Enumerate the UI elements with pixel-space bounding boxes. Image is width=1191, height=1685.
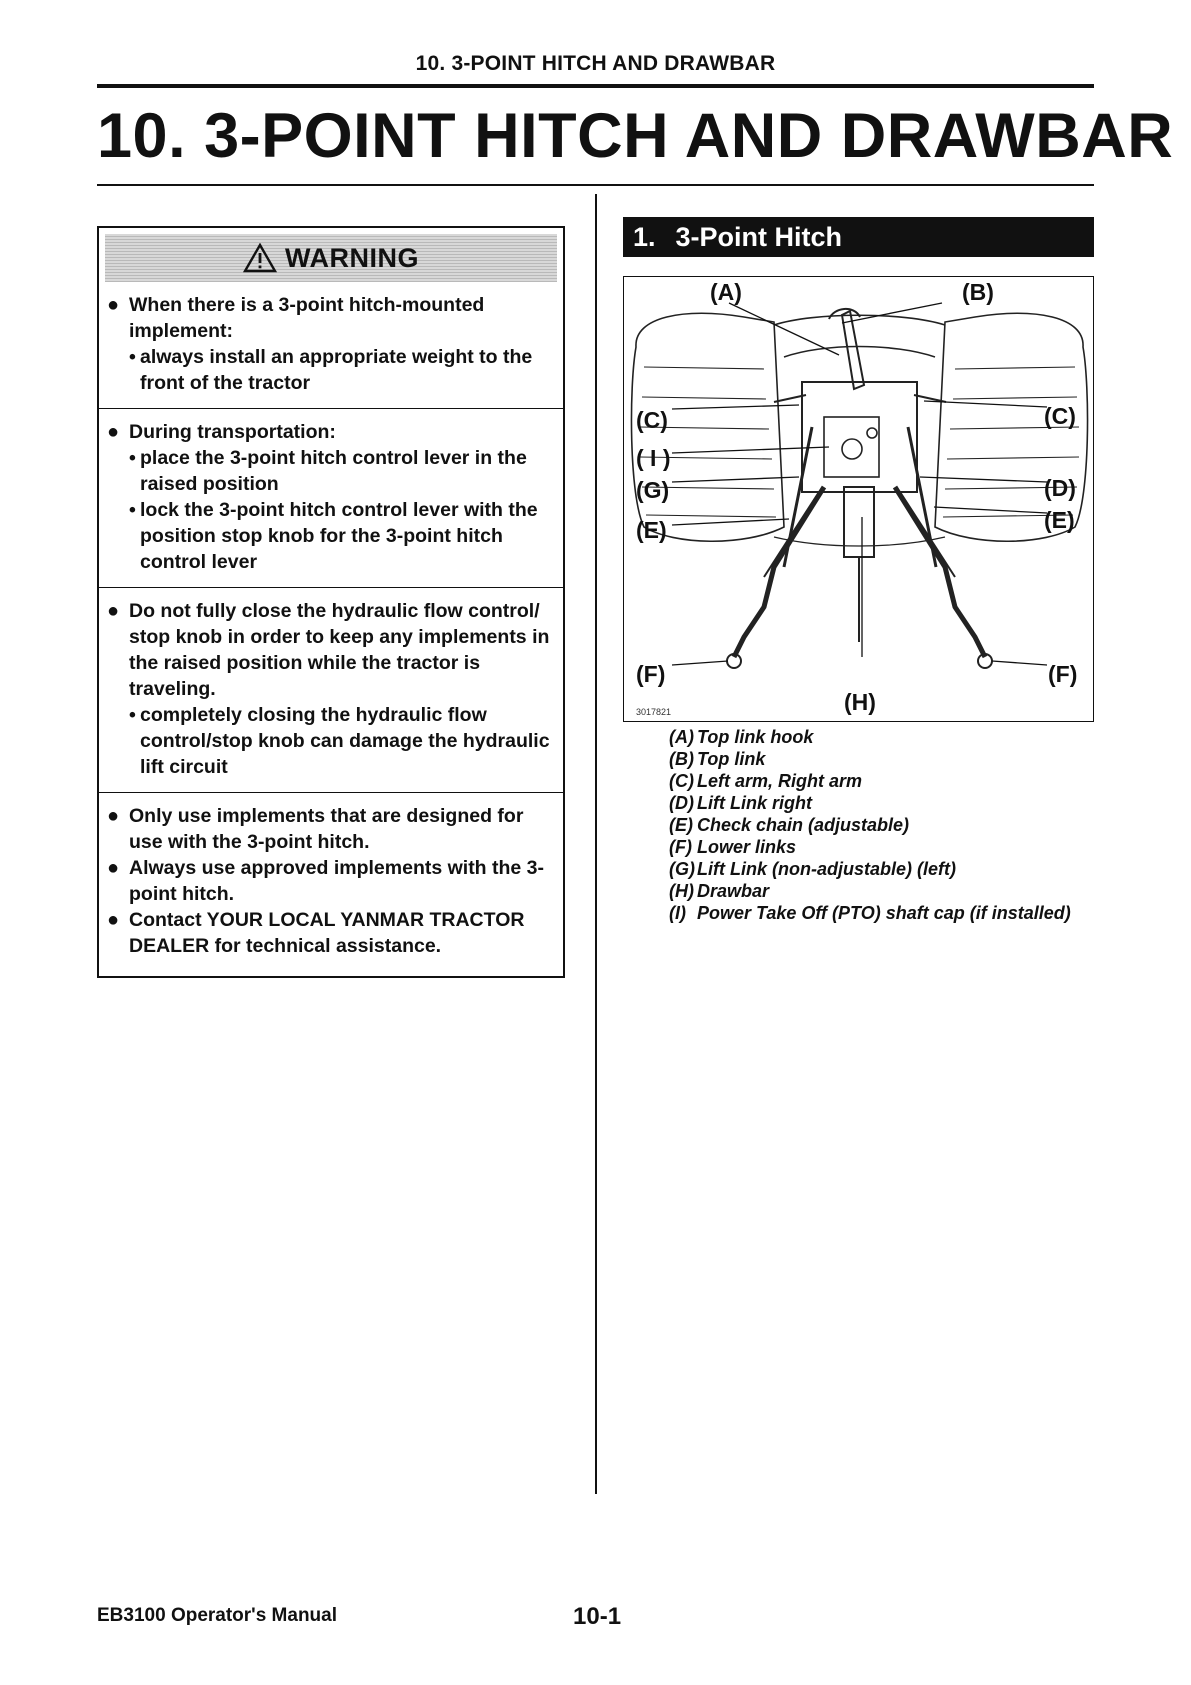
warning-sub-bullet [107, 445, 555, 497]
legend-item [669, 726, 1089, 748]
figure-label-c-right: (C) [1044, 403, 1076, 429]
footer-page-number: 10-1 [573, 1603, 622, 1630]
legend-item [669, 748, 1089, 770]
warning-sub-bullet [107, 702, 555, 780]
figure-label-d: (D) [1044, 475, 1076, 501]
chapter-title: 10. 3-POINT HITCH AND DRAWBAR [97, 101, 1174, 171]
warning-bullet [107, 419, 555, 445]
sub-bullet-dot-icon: • [129, 447, 136, 469]
warning-bullet [107, 855, 555, 907]
figure-label-f-right: (F) [1048, 661, 1078, 687]
legend-text: Lift Link (non-adjustable) (left) [697, 859, 956, 879]
sub-bullet-dot-icon: • [129, 346, 136, 368]
legend-text: Check chain (adjustable) [697, 815, 910, 835]
legend-item [669, 814, 1089, 836]
legend-item [669, 836, 1089, 858]
warning-bullet-text: When there is a 3-point hitch-mounted implement: [129, 294, 485, 342]
figure-label-c-left: (C) [636, 407, 668, 433]
column-divider [595, 194, 597, 1494]
legend-item [669, 902, 1089, 924]
figure-legend [669, 726, 1089, 924]
figure-label-i: ( I ) [636, 445, 671, 471]
legend-text: Lower links [697, 837, 797, 857]
legend-text: Top link [697, 749, 766, 769]
legend-text: Power Take Off (PTO) shaft cap (if installed) [697, 903, 1071, 923]
figure-label-f-left: (F) [636, 661, 666, 687]
warning-sub-bullet-text: lock the 3-point hitch control lever with the position stop knob for the 3-point hitch control lever [140, 499, 538, 573]
warning-sub-bullet-text: completely closing the hydraulic flow control/stop knob can damage the hydraulic lift circuit [140, 704, 550, 778]
warning-sections [99, 282, 563, 971]
legend-key: (F) [669, 837, 692, 857]
warning-bullet [107, 292, 555, 344]
figure-label-b: (B) [962, 279, 994, 305]
figure-label-a: (A) [710, 279, 742, 305]
legend-key: (E) [669, 815, 693, 835]
bullet-dot-icon: ● [107, 294, 120, 316]
figure-label-g: (G) [636, 477, 670, 503]
sub-bullet-dot-icon: • [129, 499, 136, 521]
tractor-hitch-illustration [624, 277, 1094, 722]
legend-key: (C) [669, 771, 694, 791]
warning-sub-bullet [107, 497, 555, 575]
figure-label-h: (H) [844, 689, 876, 715]
warning-sub-bullet [107, 344, 555, 396]
legend-key: (G) [669, 859, 695, 879]
warning-bullet-text: During transportation: [129, 421, 336, 443]
legend-item [669, 792, 1089, 814]
legend-key: (D) [669, 793, 694, 813]
figure-id: 3017821 [636, 707, 672, 717]
figure-label-e-left: (E) [636, 517, 667, 543]
bullet-dot-icon: ● [107, 600, 120, 622]
warning-bullet [107, 803, 555, 855]
warning-section [99, 588, 563, 793]
legend-key: (A) [669, 727, 694, 747]
footer-manual-title: EB3100 Operator's Manual [97, 1605, 337, 1626]
running-header: 10. 3-POINT HITCH AND DRAWBAR [415, 52, 776, 75]
warning-bullet [107, 907, 555, 959]
legend-text: Left arm, Right arm [697, 771, 863, 791]
warning-triangle-icon [243, 243, 277, 273]
bullet-dot-icon: ● [107, 421, 120, 443]
warning-sub-bullet-text: place the 3-point hitch control lever in the raised position [140, 447, 527, 495]
legend-item [669, 770, 1089, 792]
legend-key: (H) [669, 881, 694, 901]
header-rule [97, 84, 1094, 88]
warning-header [105, 234, 557, 282]
warning-bullet [107, 598, 555, 702]
sub-bullet-dot-icon: • [129, 704, 136, 726]
warning-section [99, 409, 563, 588]
warning-bullet-text: Always use approved implements with the 3-point hitch. [129, 857, 545, 905]
warning-box [97, 226, 565, 978]
legend-key: (B) [669, 749, 694, 769]
legend-item [669, 858, 1089, 880]
legend-key: (I) [669, 903, 686, 923]
warning-bullet-text: Contact YOUR LOCAL YANMAR TRACTOR DEALER for technical assistance. [129, 909, 525, 957]
warning-section [99, 282, 563, 409]
warning-label: WARNING [285, 242, 419, 273]
legend-text: Lift Link right [697, 793, 812, 813]
warning-sub-bullet-text: always install an appropriate weight to the front of the tractor [140, 346, 533, 394]
title-rule [97, 184, 1094, 186]
bullet-dot-icon: ● [107, 857, 120, 879]
section-heading [623, 217, 1094, 257]
section-title: 3-Point Hitch [675, 221, 843, 252]
figure-label-e-right: (E) [1044, 507, 1075, 533]
legend-text: Drawbar [697, 881, 770, 901]
bullet-dot-icon: ● [107, 909, 120, 931]
warning-bullet-text: Only use implements that are designed for use with the 3-point hitch. [129, 805, 524, 853]
warning-section [99, 793, 563, 971]
warning-bullet-text: Do not fully close the hydraulic flow control/ stop knob in order to keep any implements in the raised position while the tractor is traveling. [129, 600, 550, 700]
bullet-dot-icon: ● [107, 805, 120, 827]
section-number: 1. [633, 221, 656, 252]
legend-item [669, 880, 1089, 902]
legend-text: Top link hook [697, 727, 814, 747]
hitch-figure [623, 276, 1094, 722]
